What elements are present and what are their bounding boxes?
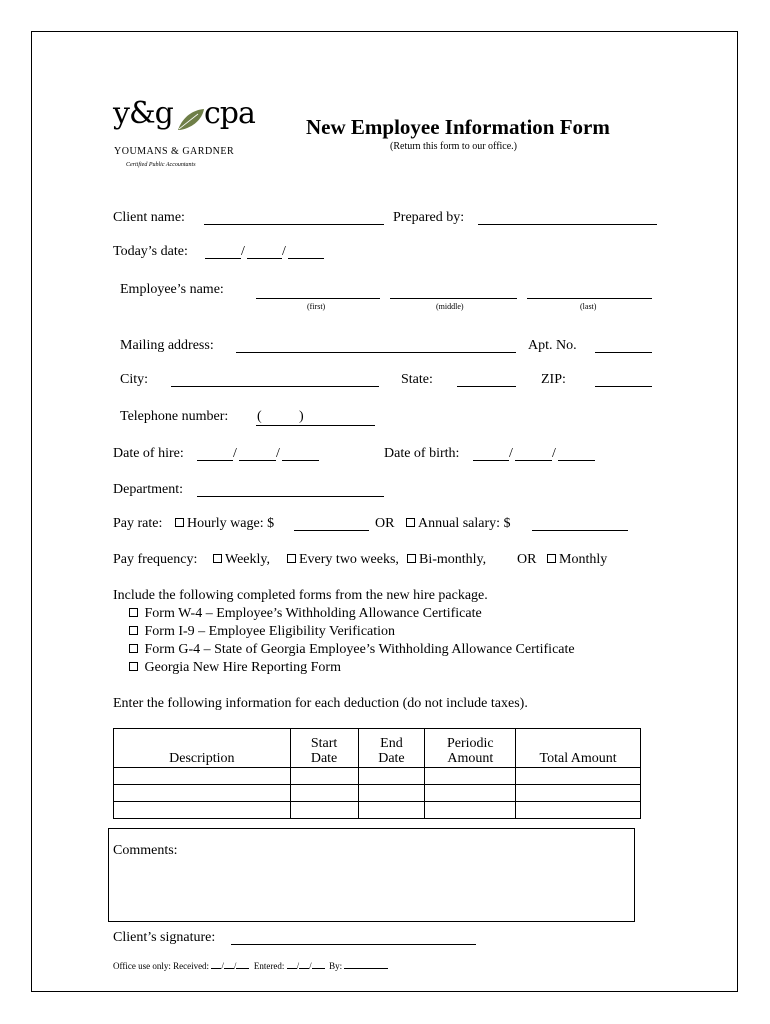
table-cell[interactable] — [290, 768, 358, 785]
table-cell[interactable] — [425, 802, 516, 819]
table-cell[interactable] — [114, 785, 291, 802]
hourly-wage-label: Hourly wage: $ — [187, 516, 275, 531]
city-field[interactable] — [171, 386, 379, 387]
weekly-option[interactable] — [212, 552, 270, 568]
received-day-field[interactable] — [224, 968, 234, 969]
entered-month-field[interactable] — [287, 968, 297, 969]
apt-no-field[interactable] — [595, 352, 652, 353]
table-row — [114, 785, 641, 802]
by-field[interactable] — [344, 968, 388, 969]
table-cell[interactable] — [358, 802, 425, 819]
pay-rate-or: OR — [375, 516, 395, 531]
column-header-start-date: Start Date — [290, 729, 358, 768]
zip-label: ZIP: — [541, 372, 566, 387]
birth-date-year[interactable] — [558, 460, 595, 461]
form-w4-checkbox[interactable] — [129, 608, 138, 617]
monthly-checkbox[interactable] — [547, 554, 556, 563]
hire-date-year[interactable] — [282, 460, 319, 461]
deductions-table — [113, 728, 641, 819]
date-slash: / — [241, 244, 245, 259]
form-item-label: Form I-9 – Employee Eligibility Verification — [144, 624, 396, 639]
table-row — [114, 802, 641, 819]
middle-name-caption: (middle) — [436, 302, 464, 311]
employee-middle-name-field[interactable] — [390, 298, 517, 299]
logo-mark-left: y&g — [113, 96, 173, 131]
column-header-periodic-amount: Periodic Amount — [425, 729, 516, 768]
pay-rate-label: Pay rate: — [113, 516, 163, 531]
received-label: Received: — [173, 961, 210, 971]
todays-date-label: Today’s date: — [113, 244, 188, 259]
todays-date-year[interactable] — [288, 258, 324, 259]
form-g4-checkbox[interactable] — [129, 644, 138, 653]
employee-last-name-field[interactable] — [527, 298, 652, 299]
office-use-label: Office use only: — [113, 961, 171, 971]
page-subtitle: (Return this form to our office.) — [390, 141, 518, 152]
table-cell[interactable] — [358, 785, 425, 802]
page-title: New Employee Information Form — [306, 115, 610, 139]
column-header-description: Description — [114, 729, 291, 768]
hourly-wage-field[interactable] — [294, 530, 369, 531]
form-item-label: Form G-4 – State of Georgia Employee’s Withholding Allowance Certificate — [144, 642, 575, 657]
deductions-intro: Enter the following information for each deduction (do not include taxes). — [113, 696, 528, 711]
hourly-wage-option[interactable] — [174, 516, 274, 532]
client-name-label: Client name: — [113, 210, 185, 225]
table-cell[interactable] — [516, 785, 641, 802]
logo-mark-right: cpa — [204, 96, 255, 131]
prepared-by-label: Prepared by: — [393, 210, 465, 225]
monthly-label: Monthly — [559, 552, 608, 567]
date-slash: / — [276, 446, 280, 461]
hire-date-month[interactable] — [197, 460, 233, 461]
form-item-label: Georgia New Hire Reporting Form — [144, 660, 341, 675]
date-of-birth-label: Date of birth: — [384, 446, 460, 461]
signature-label: Client’s signature: — [113, 930, 216, 945]
date-slash: / — [509, 446, 513, 461]
forms-intro: Include the following completed forms from the new hire package. — [113, 588, 488, 603]
department-field[interactable] — [197, 496, 384, 497]
annual-salary-field[interactable] — [532, 530, 628, 531]
telephone-field[interactable] — [256, 425, 375, 426]
hourly-checkbox[interactable] — [175, 518, 184, 527]
new-hire-reporting-checkbox[interactable] — [129, 662, 138, 671]
comments-label: Comments: — [113, 843, 178, 858]
pay-frequency-or: OR — [517, 552, 537, 567]
firm-tagline: Certified Public Accountants — [126, 162, 196, 168]
entered-label: Entered: — [253, 961, 285, 971]
prepared-by-field[interactable] — [478, 224, 657, 225]
entered-year-field[interactable] — [312, 968, 325, 969]
employee-name-label: Employee’s name: — [120, 282, 224, 297]
telephone-label: Telephone number: — [120, 409, 229, 424]
forms-list-item[interactable] — [128, 606, 482, 622]
forms-list-item[interactable] — [128, 660, 341, 676]
todays-date-month[interactable] — [205, 258, 241, 259]
entered-day-field[interactable] — [299, 968, 309, 969]
apt-no-label: Apt. No. — [528, 338, 577, 353]
table-cell[interactable] — [114, 768, 291, 785]
mailing-address-field[interactable] — [236, 352, 516, 353]
client-name-field[interactable] — [204, 224, 384, 225]
date-slash: / — [282, 244, 286, 259]
annual-salary-label: Annual salary: $ — [418, 516, 511, 531]
office-use-row: Office use only: Received: / / Entered: / / By: — [113, 961, 388, 971]
comments-box[interactable] — [108, 828, 635, 922]
every-two-weeks-option[interactable] — [286, 552, 399, 568]
bi-monthly-label: Bi-monthly, — [419, 552, 487, 567]
firm-name: YOUMANS & GARDNER — [114, 146, 235, 157]
table-cell[interactable] — [425, 785, 516, 802]
state-label: State: — [401, 372, 433, 387]
area-code-open: ( — [257, 409, 262, 424]
zip-field[interactable] — [595, 386, 652, 387]
form-i9-checkbox[interactable] — [129, 626, 138, 635]
department-label: Department: — [113, 482, 183, 497]
state-field[interactable] — [457, 386, 516, 387]
table-cell[interactable] — [358, 768, 425, 785]
table-cell[interactable] — [516, 802, 641, 819]
city-label: City: — [120, 372, 149, 387]
leaf-icon — [176, 108, 206, 132]
date-slash: / — [552, 446, 556, 461]
mailing-address-label: Mailing address: — [120, 338, 214, 353]
table-header-row — [114, 729, 641, 768]
weekly-label: Weekly, — [225, 552, 271, 567]
column-header-end-date: End Date — [358, 729, 425, 768]
date-slash: / — [233, 446, 237, 461]
every-two-weeks-label: Every two weeks, — [299, 552, 399, 567]
table-cell[interactable] — [290, 785, 358, 802]
table-cell[interactable] — [425, 768, 516, 785]
bi-monthly-option[interactable] — [406, 552, 486, 568]
annual-checkbox[interactable] — [406, 518, 415, 527]
forms-list-item[interactable] — [128, 624, 395, 640]
every-two-weeks-checkbox[interactable] — [287, 554, 296, 563]
birth-date-month[interactable] — [473, 460, 509, 461]
birth-date-day[interactable] — [515, 460, 552, 461]
table-cell[interactable] — [516, 768, 641, 785]
annual-salary-option[interactable] — [405, 516, 511, 532]
received-year-field[interactable] — [236, 968, 249, 969]
table-cell[interactable] — [114, 802, 291, 819]
table-cell[interactable] — [290, 802, 358, 819]
last-name-caption: (last) — [580, 302, 597, 311]
received-month-field[interactable] — [211, 968, 221, 969]
bi-monthly-checkbox[interactable] — [407, 554, 416, 563]
first-name-caption: (first) — [307, 302, 326, 311]
date-of-hire-label: Date of hire: — [113, 446, 184, 461]
employee-first-name-field[interactable] — [256, 298, 380, 299]
area-code-close: ) — [299, 409, 304, 424]
table-row — [114, 768, 641, 785]
todays-date-day[interactable] — [247, 258, 282, 259]
signature-field[interactable] — [231, 944, 476, 945]
form-item-label: Form W-4 – Employee’s Withholding Allowance Certificate — [144, 606, 482, 621]
column-header-total-amount: Total Amount — [516, 729, 641, 768]
weekly-checkbox[interactable] — [213, 554, 222, 563]
hire-date-day[interactable] — [239, 460, 276, 461]
monthly-option[interactable] — [546, 552, 607, 568]
forms-list-item[interactable] — [128, 642, 575, 658]
pay-frequency-label: Pay frequency: — [113, 552, 198, 567]
by-label: By: — [329, 961, 343, 971]
